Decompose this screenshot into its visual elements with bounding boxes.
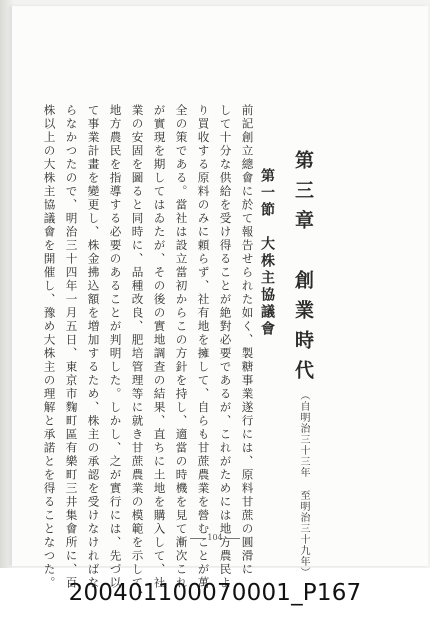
body-line: 業の安固を圖ると同時に、品種改良、肥培管理等に就き甘蔗農業の模範を示して、 [130,104,145,604]
body-line: らなかつたので、明治三十四年一月五日、東京市麴町區有樂町三井集會所に、百 [64,104,79,590]
body-line: て事業計畫を變更し、株金拂込額を増加するため、株主の承認を受けなければな [86,104,101,590]
section-title: 第一節 大株主協議會 [259,168,275,338]
body-line: が實現を期してはゐたが、その後の實地調査の結果、直ちに土地を購入して、社 [152,104,167,590]
body-line: して十分な供給を受け得ることが絶對必要であるが、これがためには地方農民よ [218,104,233,590]
chapter-title [290,150,317,578]
body-line: 前記創立總會に於て報告せられた如く、製糖事業遂行には、原料甘蔗の圓滑に [240,104,255,577]
image-caption: 200401100070001_P167 [68,580,362,606]
body-line: 株以上の大株主協議會を開催し、豫め大株主の理解と承諾とを得ることなつた。 [42,104,57,590]
chapter-title-text: 第三章 創業時代 [292,150,314,390]
chapter-subtitle: （自明治三十三年 至明治三十九年） [298,390,309,578]
body-line: り買收する原料のみに頼らず、社有地を擁して、自らも甘蔗農業を營むことが萬 [196,104,211,590]
body-line: 全の策である。當社は設立當初からこの方針を持し、適當の時機を見て漸次これ [174,104,189,590]
page-number: 104 [0,533,430,542]
body-line: 地方農民を指導する必要のあることが判明した。しかし、之が實行には、先づ以 [108,104,123,590]
